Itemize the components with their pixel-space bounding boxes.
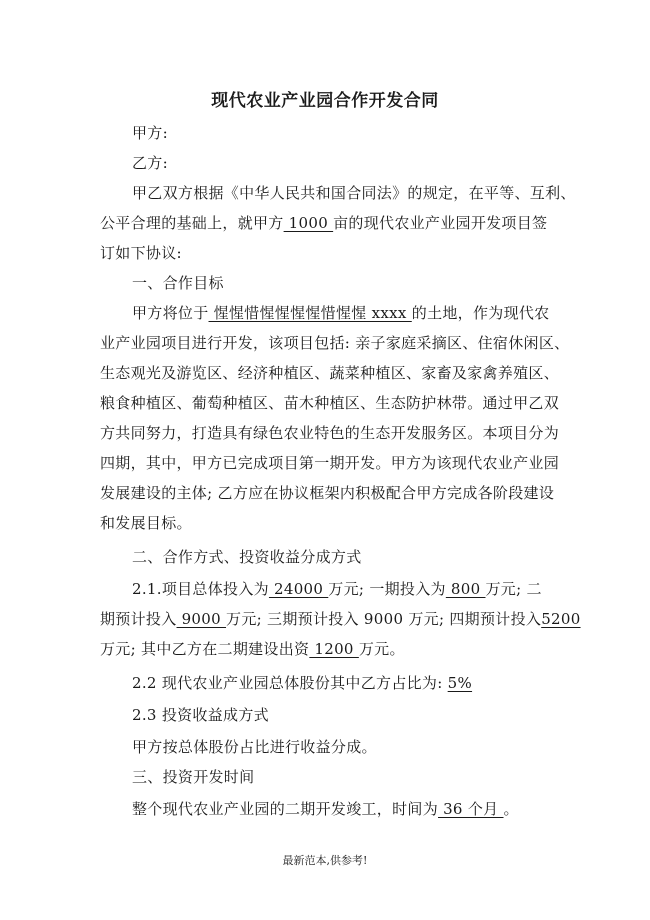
goals-line-4: 粮食种植区、葡萄种植区、苗木种植区、生态防护林带。通过甲乙双 — [100, 394, 560, 412]
investment-line-2: 期预计投入 9000 万元; 三期预计投入 9000 万元; 四期预计投入5200 — [100, 610, 581, 628]
page-footer: 最新范本,供参考! — [282, 854, 368, 867]
document-title: 现代农业产业园合作开发合同 — [211, 91, 439, 111]
section-heading-timeline: 三、投资开发时间 — [132, 768, 255, 786]
duration-value: 36 个月 — [438, 800, 504, 818]
share-line: 2.2 现代农业产业园总体股份其中乙方占比为: 5% — [132, 674, 473, 692]
party-b-investment-value: 1200 — [309, 640, 359, 658]
intro-line-2: 公平合理的基础上，就甲方 1000 亩的现代农业产业园开发项目签 — [100, 214, 548, 232]
phase1-investment-value: 800 — [445, 580, 486, 598]
goals-line-1: 甲方将位于 惺惺惜惺惺惺惺惜惺惺 xxxx 的土地，作为现代农 — [132, 304, 550, 322]
timeline-line: 整个现代农业产业园的二期开发竣工，时间为 36 个月 。 — [132, 800, 519, 818]
goals-line-3: 生态观光及游览区、经济种植区、蔬菜种植区、家畜及家禽养殖区、 — [100, 364, 560, 382]
party-b-label: 乙方: — [132, 154, 168, 172]
goals-line-5: 方共同努力，打造具有绿色农业特色的生态开发服务区。本项目分为 — [100, 424, 560, 442]
intro-line-3: 订如下协议: — [100, 244, 182, 262]
party-a-label: 甲方: — [132, 124, 168, 142]
land-location-value: 惺惺惜惺惺惺惺惜惺惺 xxxx — [208, 304, 412, 322]
goals-line-6: 四期，其中，甲方已完成项目第一期开发。甲方为该现代农业产业园 — [100, 454, 560, 472]
goals-line-8: 和发展目标。 — [100, 514, 192, 532]
section-heading-goals: 一、合作目标 — [132, 274, 224, 292]
revenue-method-heading: 2.3 投资收益成方式 — [132, 706, 269, 724]
intro-line-1: 甲乙双方根据《中华人民共和国合同法》的规定，在平等、互利、 — [132, 184, 576, 202]
revenue-method-text: 甲方按总体股份占比进行收益分成。 — [132, 738, 377, 756]
goals-line-2: 业产业园项目进行开发，该项目包括: 亲子家庭采摘区、住宿休闲区、 — [100, 334, 570, 352]
total-investment-value: 24000 — [268, 580, 329, 598]
investment-line-3: 万元; 其中乙方在二期建设出资 1200 万元。 — [100, 640, 405, 658]
phase4-investment-value: 5200 — [541, 610, 581, 628]
investment-line-1: 2.1.项目总体投入为 24000 万元; 一期投入为 800 万元; 二 — [132, 580, 542, 598]
party-b-share-value: 5% — [447, 674, 473, 692]
section-heading-investment: 二、合作方式、投资收益分成方式 — [132, 548, 362, 566]
goals-line-7: 发展建设的主体; 乙方应在协议框架内积极配合甲方完成各阶段建设 — [100, 484, 555, 502]
land-area-value: 1000 — [283, 214, 334, 232]
phase2-investment-value: 9000 — [176, 610, 227, 628]
